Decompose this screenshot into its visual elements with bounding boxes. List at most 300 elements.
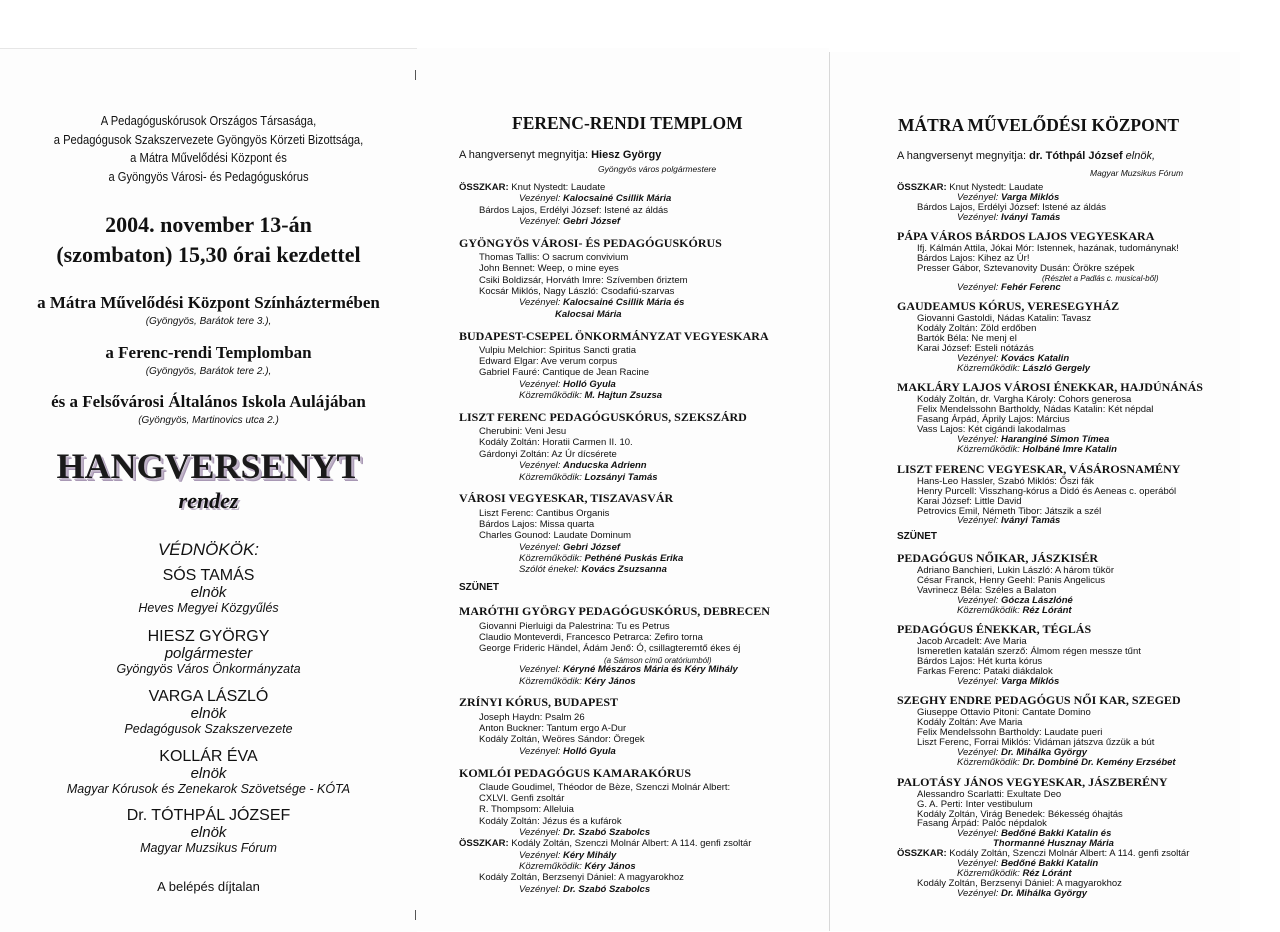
performer-line [957,676,1059,687]
piece-title: Little David [974,495,1022,507]
composer: Adriano Banchieri, Lukin László: [917,564,1053,576]
performer-role: Vezényel: [957,747,999,759]
composer: Farkas Ferenc: [917,665,981,677]
performer-name: Fehér Ferenc [1001,281,1061,293]
composer: Vulpiu Melchior: [479,344,547,356]
composer: Kodály Zoltán: [917,323,978,335]
composer: César Franck, Henry Geehl: [917,574,1036,586]
piece-title: Istennek, hazának, tudománynak! [1036,243,1179,255]
piece-title: Cantibus Organis [536,507,610,519]
intermission-label: SZÜNET [459,582,499,593]
performer-role: Vezényel: [957,675,999,687]
piece-title: Őszi fák [1059,475,1094,487]
composer: Giovanni Gastoldi, Nádas Katalin: [917,313,1060,325]
piece-line [479,519,594,530]
piece-title: Szívemben őriztem [606,274,688,286]
composer: Thomas Tallis: [479,252,540,263]
opening-speaker: dr. Tóthpál József [1029,150,1123,162]
fold-mark [415,70,416,80]
performer-name: Dr. Szabó Szabolcs [563,883,651,895]
performer-role: Vezényel: [519,745,561,757]
choir-heading: PEDAGÓGUS ÉNEKKAR, TÉGLÁS [897,622,1092,636]
patron [0,567,417,615]
performer-role: Vezényel: [519,297,561,309]
opening-line [459,150,661,161]
intermission-label: SZÜNET [897,531,937,542]
venue-address: (Gyöngyös, Barátok tere 3.), [145,316,272,327]
piece-title: Knut Nystedt: Laudate [949,182,1044,193]
time-line: (szombaton) 15,30 órai kezdettel [56,242,361,267]
piece-title: Ave Maria [984,636,1027,648]
performer-role: Közreműködik: [957,362,1020,374]
performer-name: Bedőné Bakki Katalin és [1001,828,1112,840]
performer-role: Vezényel: [957,211,999,223]
performer-line [957,212,1060,223]
performer-line [519,460,647,471]
opening-speaker-role: Gyöngyös város polgármestere [598,164,717,174]
patron [0,628,417,676]
performer-line [519,216,620,227]
composer: Alessandro Scarlatti: [917,788,1005,800]
performer-name: Bedőné Bakki Katalin [1001,858,1099,870]
piece-title: Laudate pueri [1044,727,1103,739]
performer-role: Közreműködik: [519,861,582,872]
performer-name: Gebri József [563,216,621,227]
choir-heading: ZRÍNYI KÓRUS, BUDAPEST [459,695,619,710]
performer-line [519,861,636,872]
performer-name: Gebri József [563,541,621,553]
performer-name: Kovács Katalin [1001,352,1070,364]
patron-name: HIESZ GYÖRGY [147,628,270,645]
patron-org: Magyar Muzsikus Fórum [140,841,277,855]
event-date [0,210,417,270]
performer-name: Varga Miklós [1001,191,1060,203]
composer: Joseph Haydn: [479,711,543,723]
piece-line [479,734,645,745]
composer: Hans-Leo Hassler, Szabó Miklós: [917,475,1057,487]
choir-heading: GAUDEAMUS KÓRUS, VERESEGYHÁZ [897,299,1120,314]
patron-role: elnök [190,584,227,601]
piece-line [479,205,668,216]
patron [0,688,417,736]
performer-name: Kéry Mihály [563,849,617,861]
performer-role: Vezényel: [519,826,561,838]
piece-title: Laudate Dominum [553,530,632,542]
piece-title: Két népdal [1107,404,1154,416]
performer-line [519,884,650,895]
performer-role: Vezényel: [519,193,561,205]
piece-title: Az Úr dícsérete [551,448,617,460]
choir-heading: MAKLÁRY LAJOS VÁROSI ÉNEKKAR, HAJDÚNÁNÁS [897,380,1203,395]
performer-role: Vezényel: [957,352,999,364]
venue-name: és a Felsővárosi Általános Iskola Aulájában [51,392,366,411]
performer-role: Vezényel: [519,541,561,553]
piece-title: Alleluia [543,804,574,816]
choir-heading: MARÓTHI GYÖRGY PEDAGÓGUSKÓRUS, DEBRECEN [459,604,770,619]
ensemble-label: ÖSSZKAR: [897,848,947,860]
composer: Liszt Ferenc: [479,507,534,519]
piece-title: Vidáman játszva űzzük a bút [1033,737,1155,749]
performer-name: Haranginé Simon Tímea [1001,434,1110,446]
piece-title: Kodály Zoltán, Berzsenyi Dániel: A magyarokhoz [917,878,1122,890]
composer: Henry Purcell: [917,485,977,497]
entry-note: A belépés díjtalan [157,879,260,894]
choir-heading: PALOTÁSY JÁNOS VEGYESKAR, JÁSZBERÉNY [897,774,1168,789]
piece-line [479,804,574,815]
composer: Felix Mendelssohn Bartholdy, Nádas Katalin: [917,404,1106,416]
piece-title: Tantum ergo A-Dur [546,722,627,734]
composer: Giuseppe Ottavio Pitoni: [917,707,1020,719]
performer-role: Vezényel: [519,378,561,390]
composer: Bartók Béla: [917,333,969,344]
piece-title: O sacrum convivium [542,252,629,263]
performer-role: Közreműködik: [957,868,1020,880]
subheadline: rendez [178,488,239,513]
opening-speaker-role: Magyar Muzsikus Fórum [1090,168,1184,178]
piece-title: Panis Angelicus [1037,574,1105,586]
patron-role: polgármester [164,645,253,662]
performer-line [957,757,1176,768]
composer: Bárdos Lajos: [917,656,976,667]
performer-name: Pethéné Puskás Erika [584,552,684,564]
fold-mark [415,910,416,920]
venue-address: (Gyöngyös, Martinovics utca 2.) [138,415,279,426]
ensemble-label: ÖSSZKAR: [459,838,509,850]
performer-name: Holló Gyula [563,745,616,757]
venue-address: (Gyöngyös, Barátok tere 2.), [145,366,272,377]
organizer-line: A Pedagóguskórusok Országos Társasága, [100,113,317,128]
composer: Kodály Zoltán, Weöres Sándor: [479,734,611,746]
composer: Kodály Zoltán, Virág Benedek: [917,808,1046,820]
patron-org: Heves Megyei Közgyűlés [138,601,279,615]
piece-title: Kodály Zoltán, Szenczi Molnár Albert: A 114. genfi zsoltár [949,848,1190,860]
composer: Felix Mendelssohn Bartholdy: [917,727,1042,739]
piece-line [479,621,670,632]
piece-line [479,632,703,643]
performer-name: Kéry János [584,861,636,872]
piece-title: Missa quarta [539,518,595,530]
patron-name: SÓS TAMÁS [162,567,255,584]
patron-name: VARGA LÁSZLÓ [148,688,269,705]
piece-line [479,508,609,519]
performer-line [957,282,1061,293]
performer-line [519,379,616,390]
performer-role: Vezényel: [957,515,999,527]
performer-role: Közreműködik: [519,675,582,687]
piece-title: Ne menj el [971,333,1017,344]
piece-title: Játszik a szél [1044,505,1102,517]
performer-role: Vezényel: [519,216,561,227]
composer: Kodály Zoltán: [917,717,978,729]
patron-org: Pedagógusok Szakszervezete [124,722,293,736]
piece-line [479,643,740,654]
piece-line [479,793,564,804]
patron [0,807,417,855]
piece-title: Jézus és a kufárok [542,815,622,827]
piece-line [479,263,619,274]
patron-role: elnök [190,824,227,841]
piece-title: Tu es Petrus [616,620,670,632]
piece-line [479,275,688,286]
opening-speaker-title: elnök, [1125,150,1156,162]
performer-role: Vezényel: [957,594,999,606]
performer-role: Vezényel: [519,883,561,895]
composer: Fasang Árpád, Áprily Lajos: [917,414,1034,426]
venue-name: a Ferenc-rendi Templomban [105,343,312,362]
piece-title: Palóc népdalok [981,818,1047,830]
piece-note: (a Sámson című oratóriumból) [604,655,712,665]
performer-name: Dr. Mihálka György [1001,747,1088,759]
performer-line [519,390,662,401]
piece-title: Kodály Zoltán, Berzsenyi Dániel: A magyarokhoz [479,872,684,884]
choir-heading: SZEGHY ENDRE PEDAGÓGUS NŐI KAR, SZEGED [897,693,1181,708]
performer-role: Közreműködik: [519,471,582,483]
performer-line [519,850,616,861]
piece-title: Zöld erdőben [980,323,1037,335]
piece-title: Cantique de Jean Racine [542,367,650,379]
piece-title: Psalm 26 [545,711,585,723]
performer-line [519,297,684,308]
performer-name: Dr. Szabó Szabolcs [563,826,651,838]
organizer-line: a Gyöngyös Városi- és Pedagóguskórus [108,168,309,184]
choir-heading: PÁPA VÁROS BÁRDOS LAJOS VEGYESKARA [897,229,1155,244]
piece-title: Horatii Carmen II. 10. [542,437,633,449]
piece-title: Békesség óhajtás [1047,808,1123,820]
performer-name: Anducska Adrienn [563,460,647,472]
composer: R. Thompsom: [479,804,542,816]
composer: Charles Gounod: [479,530,551,542]
piece-line [479,286,674,297]
composer: Vass Lajos: [917,424,966,436]
performer-role: Közreműködik: [957,757,1020,769]
patron-role: elnök [190,705,227,722]
piece-title: Csodafiú-szarvas [600,286,675,298]
choir-heading: BUDAPEST-CSEPEL ÖNKORMÁNYZAT VEGYESKARA [459,328,769,343]
piece-title: Öregek [613,734,645,746]
performer-line [519,542,620,553]
performer-role: Vezényel: [957,434,999,446]
composer: Kodály Zoltán: [479,437,540,449]
piece-note: (Részlet a Padlás c. musical-ből) [1042,274,1159,284]
piece-title: Esteli nótázás [974,343,1034,354]
piece-title: Pataki diákdalok [983,665,1053,677]
performer-line [519,553,683,564]
performer-name: László Gergely [1022,362,1091,374]
performer-role: Közreműködik: [957,444,1020,456]
composer: Anton Buckner: [479,722,544,734]
piece-line [479,356,617,367]
performer-line [519,193,671,204]
ensemble-label: ÖSSZKAR: [459,182,509,193]
performer-line [519,564,667,575]
performer-name: Varga Miklós [1001,675,1060,687]
piece-title: Bárdos Lajos, Erdélyi József: Istené az áldás [479,204,669,216]
venue-title: MÁTRA MŰVELŐDÉSI KÖZPONT [898,115,1179,135]
piece-title: Március [1036,414,1070,426]
piece-title: Hét kurta kórus [977,656,1043,667]
performer-name: Gócza Lászlóné [1001,594,1073,606]
performer-role: Közreműködik: [519,390,582,402]
performer-role: Vezényel: [957,191,999,203]
performer-line [555,309,622,320]
performer-name: M. Hajtun Zsuzsa [584,390,663,402]
composer: G. A. Perti: [917,798,963,810]
piece-title: Ó, csillagteremtő ékes éj [636,643,741,655]
performer-name: Thormanné Husznay Mária [993,838,1114,850]
patrons-title: VÉDNÖKÖK: [157,540,260,559]
composer: Csiki Boldizsár, Horváth Imre: [479,274,604,286]
piece-line [479,449,617,460]
piece-line [479,426,566,437]
composer: Claudio Monteverdi, Francesco Petrarca: [479,631,652,643]
composer: Vavrinecz Béla: [917,584,983,596]
performer-role: Vezényel: [957,858,999,870]
performer-role: Vezényel: [957,888,999,900]
composer: Giovanni Pierluigi da Palestrina: [479,620,614,632]
choir-heading: GYÖNGYÖS VÁROSI- ÉS PEDAGÓGUSKÓRUS [459,236,722,250]
venue [0,392,417,426]
opening-label: A hangversenyt megnyitja: [459,149,589,161]
piece-line [479,530,631,541]
piece-line [479,345,636,356]
composer: Presser Gábor, Sztevanovity Dusán: [917,263,1071,275]
piece-line [479,252,628,263]
piece-line [479,712,585,723]
performer-line [957,605,1072,616]
venue [0,293,417,327]
performer-line [957,888,1087,899]
performer-role: Szólót énekel: [519,564,579,576]
patron-name: KOLLÁR ÉVA [159,748,258,765]
piece-title: Ave Maria [979,717,1023,729]
performer-name: Kéryné Mészáros Mária és Kéry Mihály [563,664,738,676]
composer: Ifj. Kálmán Attila, Jókai Mór: [917,243,1035,255]
performer-role: Közreműködik: [519,552,582,564]
headline: HANGVERSENYT [56,446,361,486]
piece-title: Örökre szépek [1072,263,1135,275]
choir-heading: LISZT FERENC PEDAGÓGUSKÓRUS, SZEKSZÁRD [459,410,747,424]
patron-name: Dr. TÓTHPÁL JÓZSEF [126,807,291,824]
performer-line [519,664,738,675]
performer-line [957,363,1090,374]
composer: Claude Goudimel, Théodor de Bèze, Szenczi Molnár Albert: [479,781,731,793]
piece-title: Tavasz [1061,313,1092,325]
performer-line [957,444,1117,455]
composer: Karai József: [917,343,972,354]
piece-line [479,782,730,793]
piece-title: Visszhang-kórus a Didó és Aeneas c. operából [979,485,1177,497]
performer-name: Réz Lóránt [1022,868,1072,880]
composer: Kodály Zoltán, dr. Vargha Károly: [917,394,1056,406]
piece-title: Kodály Zoltán, Szenczi Molnár Albert: A 114. genfi zsoltár [511,838,752,850]
composer: Petrovics Emil, Németh Tibor: [917,505,1043,517]
ensemble-line [459,182,605,193]
performer-line [519,746,616,757]
performer-role: Vezényel: [957,828,999,840]
performer-line [519,827,650,838]
performer-name: Kalocsainé Csillik Mária és [563,297,685,309]
composer: Fasang Árpád: [917,818,980,830]
venue-name: a Mátra Művelődési Központ Színháztermében [37,293,380,312]
piece-line [479,437,633,448]
piece-line [479,872,684,883]
composer: Bárdos Lajos: [917,253,976,265]
choir-heading: LISZT FERENC VEGYESKAR, VÁSÁROSNAMÉNY [897,461,1181,476]
piece-title: Álmom régen messze tűnt [1030,646,1141,657]
performer-role: Vezényel: [519,460,561,472]
piece-title: Zefiro torna [654,631,703,643]
piece-title: Inter vestibulum [965,798,1033,810]
choir-heading: VÁROSI VEGYESKAR, TISZAVASVÁR [459,491,674,506]
piece-title: Kihez az Úr! [977,253,1030,265]
piece-title: Spiritus Sancti gratia [548,344,636,356]
piece-line [479,816,622,827]
composer: Gabriel Fauré: [479,367,540,379]
piece-title: Széles a Balaton [984,584,1057,596]
composer: Bárdos Lajos: [479,518,538,530]
patron-org: Magyar Kórusok és Zenekarok Szövetsége - KÓTA [66,782,351,796]
piece-line [479,367,649,378]
composer: George Frideric Händel, Ádám Jenő: [479,643,634,655]
performer-name: Holló Gyula [563,378,616,390]
performer-line [519,472,658,483]
performer-name: Lozsányi Tamás [584,471,658,483]
organizers [0,112,417,186]
performer-name: Iványi Tamás [1001,515,1061,527]
composer: Jacob Arcadelt: [917,636,982,648]
choir-heading: PEDAGÓGUS NŐIKAR, JÁSZKISÉR [897,550,1099,565]
ensemble-line [459,838,751,849]
piece-title: Cohors generosa [1058,394,1132,406]
composer: John Bennet: [479,263,535,275]
performer-name: Iványi Tamás [1001,211,1061,223]
composer: Gárdonyi Zoltán: [479,448,550,460]
composer: Karai József: [917,495,972,507]
composer: Cherubini: [479,426,523,438]
date-line: 2004. november 13-án [105,212,312,237]
piece-title: Bárdos Lajos, Erdélyi József: Istené az áldás [917,201,1107,213]
composer: Kocsár Miklós, Nagy László: [479,286,599,298]
composer: Kodály Zoltán: [479,815,540,827]
choir-heading: KOMLÓI PEDAGÓGUS KAMARAKÓRUS [459,765,692,780]
ensemble-label: ÖSSZKAR: [897,182,947,193]
patron-role: elnök [190,765,227,782]
piece-title: Knut Nystedt: Laudate [511,182,606,193]
performer-name: Holbáné Imre Katalin [1022,444,1117,456]
piece-title: Két cigándi lakodalmas [968,424,1066,436]
composer: Liszt Ferenc, Forrai Miklós: [917,737,1032,749]
organizer-line: a Pedagógusok Szakszervezete Gyöngyös Körzeti Bizottsága, [53,131,364,147]
opening-label: A hangversenyt megnyitja: [897,150,1027,162]
piece-title: Exultate Deo [1006,788,1062,800]
opening-speaker: Hiesz György [591,149,662,161]
piece-title: Weep, o mine eyes [537,263,619,275]
venue [0,343,417,377]
performer-role: Vezényel: [519,664,561,676]
opening-line [897,151,1155,162]
performer-name: Kovács Zsuzsanna [581,564,667,576]
piece-title: Cantate Domino [1022,707,1091,719]
performer-line [957,515,1060,526]
performer-role: Vezényel: [957,281,999,293]
performer-name: Kalocsainé Csillik Mária [563,193,672,205]
organizer-line: a Mátra Művelődési Központ és [130,150,287,165]
composer: Ismeretlen katalán szerző: [917,646,1028,657]
performer-role: Közreműködik: [957,604,1020,616]
performer-name: Dr. Dombiné Dr. Kemény Erzsébet [1022,757,1176,769]
venue-title: FERENC-RENDI TEMPLOM [512,113,743,133]
piece-title: CXLVI. Genfi zsoltár [479,792,565,804]
